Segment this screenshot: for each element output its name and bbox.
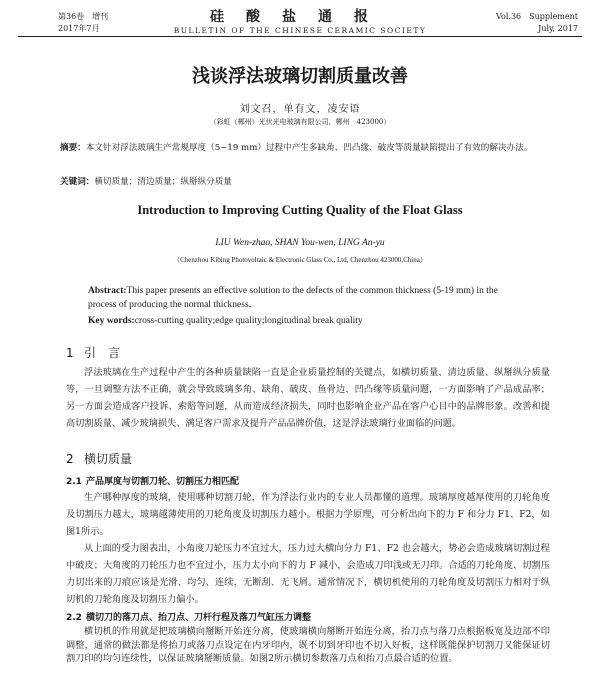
header-right [496, 11, 578, 35]
abstract-cn-label: 摘要： [60, 143, 86, 153]
affiliation-cn: （彩虹（郴州）光伏光电玻璃有限公司，郴州 423000） [209, 118, 391, 126]
section-2-number: 2 [66, 452, 74, 466]
section-2-title: 横切质量 [84, 452, 133, 466]
affiliation-en: （Chenzhou Kibing Photovoltaic & Electronic Glass Co., Ltd, Chenzhou 423000,China） [173, 256, 427, 264]
volume-en: Vol.36 Supplement [496, 12, 578, 21]
section-2-heading [66, 450, 132, 467]
paper-title-en: Introduction to Improving Cutting Quality of the Float Glass [137, 203, 463, 217]
keywords-cn [60, 175, 545, 189]
journal-name-cn: 硅酸盐通报 [210, 9, 390, 25]
keywords-en-label: Key words: [88, 316, 135, 326]
authors-cn: 刘文召，单有文，凌安语 [239, 104, 361, 115]
section-2-1-paragraph-1: 生产哪种厚度的玻璃，使用哪种切割刀轮，作为浮法行业内的专业人员都懂的道理。玻璃厚度越厚使用的刀轮角度及切割压力越大，玻璃越薄使用的刀轮角度及切割压力越小。根据力学原理，可分析出向下的力 F 和分力 F1、F2，如图1所示。 [66, 492, 550, 537]
section-2-2-number: 2.2 [66, 613, 82, 623]
section-2-1-number: 2.1 [66, 477, 82, 487]
abstract-en [88, 284, 528, 312]
keywords-cn-text: 横切质量；清边质量；纵掰纵分质量 [94, 177, 232, 187]
date-cn: 2017年7月 [58, 24, 100, 33]
abstract-cn-text: 本文针对浮法玻璃生产常规厚度（5~19 mm）过程中产生多缺角、凹凸缘、破皮等质量缺陷提出了有效的解决办法。 [85, 143, 533, 153]
keywords-en-text: cross-cutting quality;edge quality;longitudinal break quality [134, 316, 363, 326]
abstract-cn [60, 141, 545, 155]
authors-en: LIU Wen-zhao, SHAN You-wen, LING An-yu [215, 238, 385, 248]
keywords-en [88, 314, 528, 328]
section-2-1-title: 产品厚度与切割刀轮、切割压力相匹配 [86, 477, 240, 487]
section-1-heading [66, 344, 120, 361]
date-en: July, 2017 [538, 24, 578, 33]
section-2-1-heading [66, 474, 239, 487]
section-2-2-title: 横切刀的落刀点、抬刀点、刀杆行程及落刀气缸压力调整 [86, 613, 312, 623]
journal-name-en: BULLETIN OF THE CHINESE CERAMIC SOCIETY [173, 26, 427, 35]
paper-title-cn: 浅谈浮法玻璃切割质量改善 [192, 66, 408, 87]
section-2-1-paragraph-2: 从上面的受力图表出，小角度刀轮压力不宜过大，压力过大横向分力 F1、F2 也会越大，势必会造成玻璃切割过程中破皮；大角度的刀轮压力也不宜过小，压力太小向下的力 F 减小，会造成刀印浅或无刀印。合适的刀轮角度、切割压力切出来的刀痕应该是光滑、均匀、连续，无断刮、无飞屑。通常情况下，横切机使用的刀轮角度及切割压力相对于纵切机的刀轮角度及切割压力偏小。 [66, 543, 550, 605]
section-1-paragraph: 浮法玻璃在生产过程中产生的各种质量缺陷一直是企业质量控制的关键点，如横切质量、清边质量、纵掰纵分质量等，一旦调整方法不正确，就会导致玻璃多角、缺角、破皮、鱼骨边、凹凸缘等质量问题，一方面影响了产品成品率；另一方面会造成客户投诉、索赔等问题，从而造成经济损失，同时也影响企业产品在客户心目中的品牌形象。改善和提高切割质量、减少玻璃损失、满足客户需求及提升产品品牌价值，这是浮法玻璃行业面临的问题。 [66, 367, 550, 429]
abstract-en-label: Abstract: [88, 286, 127, 296]
volume-cn: 第36卷 增刊 [58, 12, 109, 21]
abstract-en-text: This paper presents an effective solution to the defects of the common thickness (5-19 mm) in the process of producing the normal thickness. [88, 286, 498, 310]
journal-header [18, 6, 582, 37]
section-1-title: 引 言 [84, 346, 121, 360]
keywords-cn-label: 关键词： [60, 177, 95, 187]
section-2-2-heading [66, 610, 311, 623]
section-2-2-paragraph: 横切机的作用就是把玻璃横向掰断开始连分离，使玻璃横向掰断开始连分离，抬刀点与落刀点根据板宽及边部不印调整，通常的做法都是将抬刀或落刀点设定在内牙印内，既不切到牙印也不切入好板，这样既能保护切割刀又能保证切割刀印的均匀连续性，以保证玻璃掰断质量。如图2所示横切参数落刀点和抬刀点最合适的位置。 [66, 626, 550, 664]
section-1-number: 1 [66, 346, 74, 360]
